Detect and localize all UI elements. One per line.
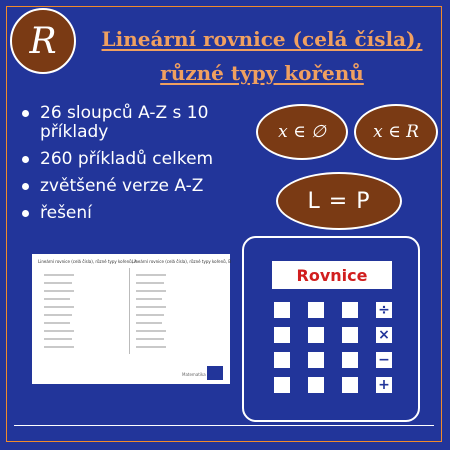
plus-key: + [376,377,392,393]
calculator-display: Rovnice [272,261,392,289]
calc-key [342,377,358,393]
preview-row [136,290,166,292]
preview-row [44,346,74,348]
calc-key [342,352,358,368]
preview-row [44,298,70,300]
empty-set-oval: x ∈ ∅ [256,104,348,160]
calc-key [274,302,290,318]
preview-row [136,274,166,276]
minus-key: − [376,352,392,368]
calc-key [274,327,290,343]
r-badge [10,8,76,74]
preview-row [44,322,70,324]
feature-item: 26 sloupců A-Z s 10 příklady [22,104,272,142]
preview-row [136,346,166,348]
preview-row [44,314,72,316]
feature-item: zvětšené verze A-Z [22,177,272,196]
preview-row [44,306,74,308]
preview-row [136,306,166,308]
divide-key: ÷ [376,302,392,318]
preview-row [44,330,74,332]
calc-key [342,302,358,318]
calc-key [308,327,324,343]
bottom-divider [14,425,434,426]
calc-key [274,352,290,368]
preview-row [136,298,162,300]
preview-row [44,282,72,284]
preview-divider [129,268,130,354]
title-line-2: různé typy kořenů [160,61,364,85]
calc-key [308,302,324,318]
feature-list [22,104,272,231]
preview-row [44,274,74,276]
preview-row [44,290,74,292]
calc-key [308,352,324,368]
calc-key [308,377,324,393]
calc-key [342,327,358,343]
equality-oval: L = P [276,172,402,230]
preview-row [44,338,72,340]
badge-letter: R [29,20,57,62]
feature-item: řešení [22,204,272,223]
preview-row [136,282,164,284]
preview-footer: Matematika [182,372,206,377]
title-line-1: Lineární rovnice (celá čísla), [101,27,423,51]
preview-row [136,330,166,332]
preview-row [136,338,164,340]
worksheet-preview [32,254,230,384]
calc-key [274,377,290,393]
preview-row [136,314,164,316]
bank-logo-icon [207,366,223,380]
preview-header-left: Lineární rovnice (celá čísla), různé typy kořenů, A [38,259,137,264]
reals-oval: x ∈ R [354,104,438,160]
page-title [84,22,440,90]
feature-item: 260 příkladů celkem [22,150,272,169]
calculator [242,236,420,422]
multiply-key: × [376,327,392,343]
preview-header-right: Lineární rovnice (celá čísla), různé typy kořenů, B [132,259,231,264]
preview-row [136,322,162,324]
